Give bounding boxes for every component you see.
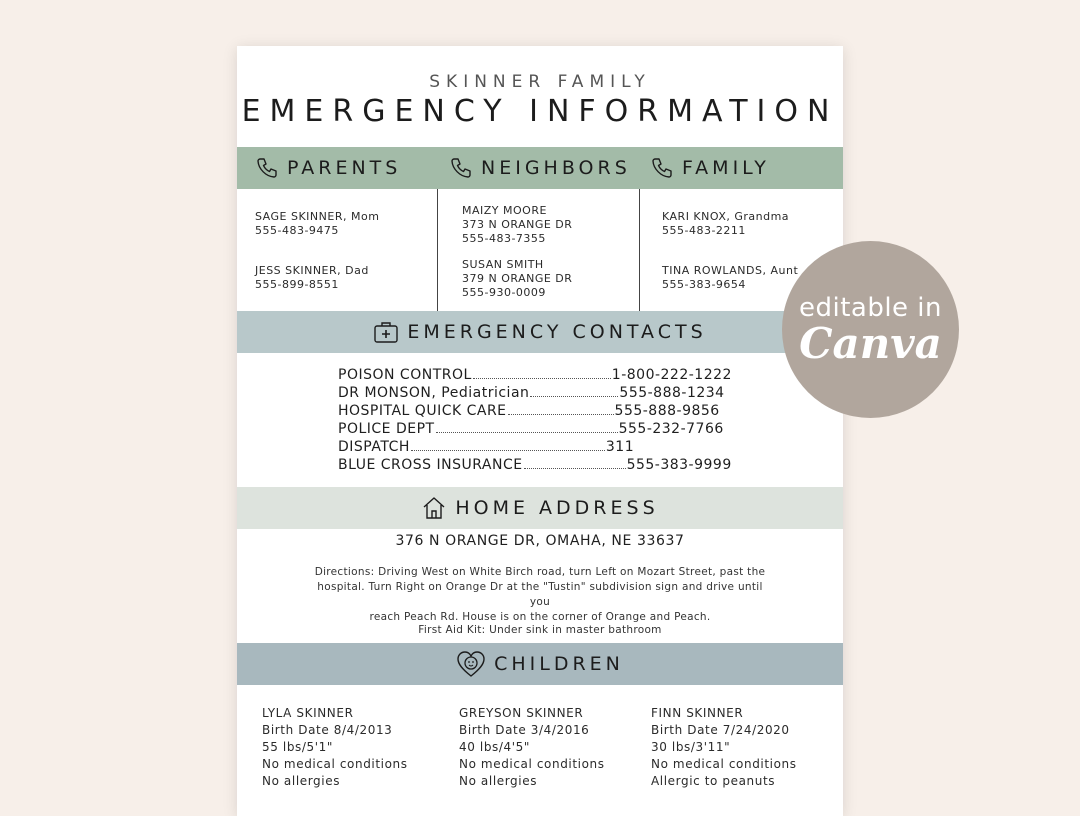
emergency-contact-row (338, 456, 738, 474)
contact-phone: 555-483-7355 (462, 232, 546, 245)
house-icon (421, 495, 447, 521)
contact-number: 555-888-1234 (619, 385, 725, 401)
first-aid-location: First Aid Kit: Under sink in master bathroom (418, 624, 662, 636)
children-title: CHILDREN (494, 653, 624, 675)
emergency-contact-row (338, 402, 738, 420)
phone-icon (255, 156, 279, 180)
child-allergies: Allergic to peanuts (651, 774, 776, 788)
contact-name: MAIZY MOORE (462, 204, 547, 217)
family-name: SKINNER FAMILY (429, 72, 651, 92)
emergency-contacts-title: EMERGENCY CONTACTS (407, 321, 707, 343)
contact-phone: 555-930-0009 (462, 286, 546, 299)
phone-icon (449, 156, 473, 180)
dot-leader (530, 386, 618, 397)
neighbor-contact (462, 204, 572, 246)
contact-number: 311 (605, 439, 635, 455)
family-contact (662, 264, 798, 292)
parent-contact (255, 210, 379, 238)
contacts-header-band (237, 147, 843, 189)
emergency-contacts-band (237, 311, 843, 353)
contact-phone: 555-483-9475 (255, 224, 339, 237)
child-name: LYLA SKINNER (262, 706, 354, 720)
child-birth-date: Birth Date 8/4/2013 (262, 723, 393, 737)
column-divider (639, 189, 640, 311)
contact-phone: 555-483-2211 (662, 224, 746, 237)
neighbor-contact (462, 258, 572, 300)
column-divider (437, 189, 438, 311)
child-size: 30 lbs/3'11" (651, 740, 731, 754)
child-medical: No medical conditions (459, 757, 605, 771)
family-contact (662, 210, 789, 238)
parents-title: PARENTS (287, 157, 402, 179)
contact-number: 1-800-222-1222 (611, 367, 732, 383)
child-size: 55 lbs/5'1" (262, 740, 334, 754)
contact-name: DISPATCH (338, 439, 410, 455)
directions-line: hospital. Turn Right on Orange Dr at the "Tustin" subdivision sign and drive until you (317, 581, 763, 608)
contact-number: 555-888-9856 (614, 403, 720, 419)
dot-leader (508, 404, 614, 415)
badge-canva-logo: Canva (799, 319, 942, 368)
home-address: 376 N ORANGE DR, OMAHA, NE 33637 (395, 533, 685, 549)
home-address-title: HOME ADDRESS (455, 497, 659, 519)
dot-leader (524, 458, 626, 469)
emergency-contact-row (338, 438, 738, 456)
contact-number: 555-232-7766 (618, 421, 724, 437)
family-header (650, 147, 770, 189)
neighbors-title: NEIGHBORS (481, 157, 631, 179)
directions (307, 565, 773, 625)
directions-line: reach Peach Rd. House is on the corner of Orange and Peach. (369, 611, 711, 623)
dot-leader (411, 440, 605, 451)
parents-column (255, 189, 435, 311)
child-info (651, 705, 797, 790)
contact-name: TINA ROWLANDS, Aunt (662, 264, 799, 277)
emergency-contact-row (338, 420, 738, 438)
child-allergies: No allergies (262, 774, 341, 788)
child-name: GREYSON SKINNER (459, 706, 584, 720)
family-title: FAMILY (682, 157, 770, 179)
first-aid-kit-icon (373, 319, 399, 345)
emergency-contact-row (338, 366, 738, 384)
home-address-band (237, 487, 843, 529)
contact-name: HOSPITAL QUICK CARE (338, 403, 507, 419)
contact-name: DR MONSON, Pediatrician (338, 385, 530, 401)
child-name: FINN SKINNER (651, 706, 744, 720)
page-title: EMERGENCY INFORMATION (241, 94, 839, 129)
contact-name: SAGE SKINNER, Mom (255, 210, 380, 223)
emergency-contact-row (338, 384, 738, 402)
contact-name: POLICE DEPT (338, 421, 435, 437)
children-band (237, 643, 843, 685)
emergency-info-sheet (237, 46, 843, 816)
child-birth-date: Birth Date 3/4/2016 (459, 723, 590, 737)
child-medical: No medical conditions (262, 757, 408, 771)
child-allergies: No allergies (459, 774, 538, 788)
neighbors-header (449, 147, 631, 189)
parent-contact (255, 264, 369, 292)
child-info (262, 705, 408, 790)
badge-line1: editable in (798, 293, 943, 323)
editable-in-canva-badge (782, 241, 959, 418)
contact-name: JESS SKINNER, Dad (255, 264, 369, 277)
child-birth-date: Birth Date 7/24/2020 (651, 723, 790, 737)
contact-number: 555-383-9999 (626, 457, 732, 473)
contact-name: KARI KNOX, Grandma (662, 210, 790, 223)
neighbors-column (462, 189, 642, 311)
contact-address: 379 N ORANGE DR (462, 272, 573, 285)
contact-name: POISON CONTROL (338, 367, 472, 383)
phone-icon (650, 156, 674, 180)
directions-line: Directions: Driving West on White Birch road, turn Left on Mozart Street, past the (314, 566, 766, 578)
parents-header (255, 147, 401, 189)
dot-leader (473, 368, 611, 379)
contact-name: SUSAN SMITH (462, 258, 544, 271)
contact-phone: 555-383-9654 (662, 278, 746, 291)
emergency-contacts-list (338, 366, 738, 474)
dot-leader (436, 422, 618, 433)
contact-address: 373 N ORANGE DR (462, 218, 573, 231)
child-info (459, 705, 605, 790)
contact-name: BLUE CROSS INSURANCE (338, 457, 523, 473)
child-medical: No medical conditions (651, 757, 797, 771)
contact-phone: 555-899-8551 (255, 278, 339, 291)
baby-heart-icon (456, 650, 486, 678)
child-size: 40 lbs/4'5" (459, 740, 531, 754)
